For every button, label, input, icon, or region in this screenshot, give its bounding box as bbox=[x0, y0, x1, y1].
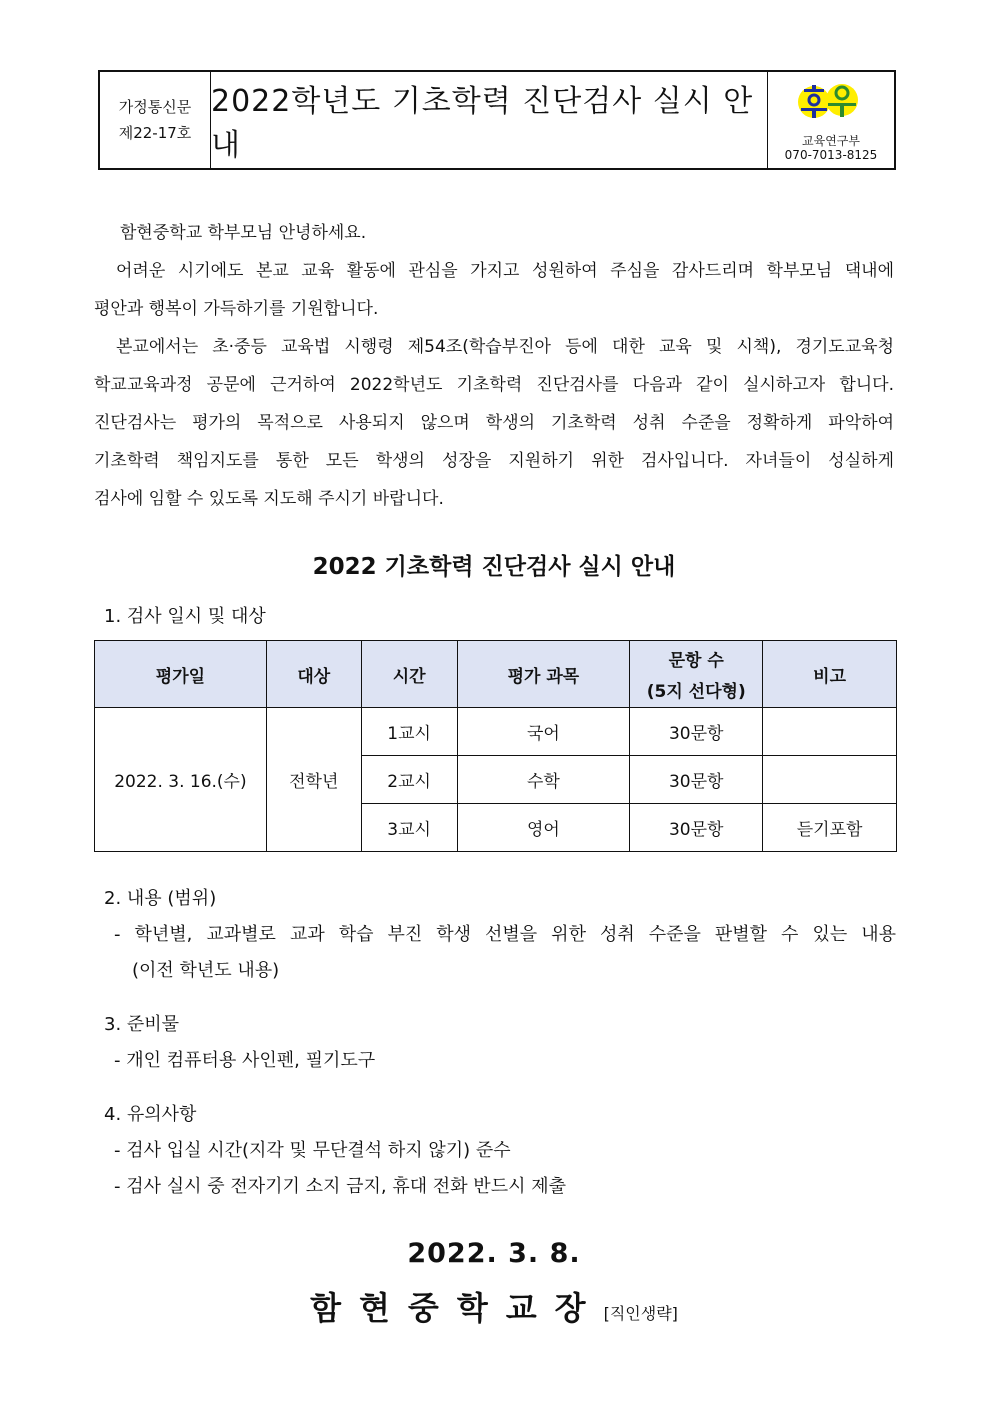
schedule-table bbox=[94, 640, 897, 852]
section-1-heading: 1. 검사 일시 및 대상 bbox=[104, 606, 266, 627]
section-4-bullet-2: - 검사 실시 중 전자기기 소지 금지, 휴대 전화 반드시 제출 bbox=[114, 1176, 566, 1197]
cell-count: 30문항 bbox=[630, 756, 763, 804]
section-4-bullet-1: - 검사 입실 시간(지각 및 무단결석 하지 않기) 준수 bbox=[114, 1140, 511, 1161]
paragraph-line: 평안과 행복이 가득하기를 기원합니다. bbox=[94, 299, 379, 319]
paragraph-line: 진단검사는 평가의 목적으로 사용되지 않으며 학생의 기초학력 성취 수준을 정확하게 파악하여 bbox=[94, 413, 894, 433]
cell-note bbox=[763, 756, 897, 804]
intro-text bbox=[94, 214, 894, 518]
cell-count: 30문항 bbox=[630, 708, 763, 756]
header-question-count bbox=[630, 641, 763, 708]
department-name: 교육연구부 bbox=[802, 134, 860, 148]
newsletter-number: 제22-17호 bbox=[118, 124, 192, 142]
header-target: 대상 bbox=[266, 641, 361, 708]
cell-time: 1교시 bbox=[361, 708, 457, 756]
cell-note: 듣기포함 bbox=[763, 804, 897, 852]
header-time: 시간 bbox=[361, 641, 457, 708]
header-count-line1: 문항 수 bbox=[668, 651, 724, 671]
greeting-line: 함현중학교 학부모님 안녕하세요. bbox=[120, 223, 367, 243]
principal-title: 함현중학교장 bbox=[310, 1289, 604, 1327]
header-date: 평가일 bbox=[95, 641, 267, 708]
school-logo-icon bbox=[796, 80, 862, 124]
newsletter-header bbox=[98, 70, 896, 170]
section-2-bullet: - 학년별, 교과별로 교과 학습 부진 학생 선별을 위한 성취 수준을 판별할 수 있는 내용 bbox=[114, 924, 896, 945]
header-subject: 평가 과목 bbox=[457, 641, 630, 708]
section-title: 2022 기초학력 진단검사 실시 안내 bbox=[312, 554, 676, 580]
seal-note: [직인생략] bbox=[603, 1304, 678, 1323]
header-count-line2: (5지 선다형) bbox=[646, 682, 746, 702]
document-title: 2022학년도 기초학력 진단검사 실시 안내 bbox=[211, 72, 768, 168]
department-phone: 070-7013-8125 bbox=[784, 148, 878, 162]
cell-count: 30문항 bbox=[630, 804, 763, 852]
newsletter-type bbox=[100, 72, 211, 168]
cell-subject: 영어 bbox=[457, 804, 630, 852]
section-4-heading: 4. 유의사항 bbox=[104, 1104, 197, 1125]
cell-target: 전학년 bbox=[266, 708, 361, 852]
cell-note bbox=[763, 708, 897, 756]
newsletter-type-label: 가정통신문 bbox=[118, 98, 192, 116]
section-2-heading: 2. 내용 (범위) bbox=[104, 888, 217, 909]
cell-time: 2교시 bbox=[361, 756, 457, 804]
paragraph-line: 학교교육과정 공문에 근거하여 2022학년도 기초학력 진단검사를 다음과 같이 실시하고자 합니다. bbox=[94, 375, 894, 395]
logo-alt-text: 함현중학교 로고 bbox=[829, 102, 837, 103]
table-row bbox=[95, 708, 897, 756]
paragraph-line: 어려운 시기에도 본교 교육 활동에 관심을 가지고 성원하여 주심을 감사드리며 학부모님 댁내에 bbox=[116, 261, 894, 281]
cell-subject: 국어 bbox=[457, 708, 630, 756]
principal-signature bbox=[94, 1283, 894, 1329]
issue-date: 2022. 3. 8. bbox=[407, 1238, 581, 1269]
paragraph-line: 검사에 임할 수 있도록 지도해 주시기 바랍니다. bbox=[94, 489, 444, 509]
cell-date: 2022. 3. 16.(수) bbox=[95, 708, 267, 852]
header-note: 비고 bbox=[763, 641, 897, 708]
cell-time: 3교시 bbox=[361, 804, 457, 852]
section-3-heading: 3. 준비물 bbox=[104, 1014, 180, 1035]
table-header-row bbox=[95, 641, 897, 708]
department-info bbox=[768, 72, 894, 168]
section-2-bullet-cont: (이전 학년도 내용) bbox=[132, 960, 280, 981]
paragraph-line: 본교에서는 초·중등 교육법 시행령 제54조(학습부진아 등에 대한 교육 및 시책), 경기도교육청 bbox=[116, 337, 894, 357]
paragraph-line: 기초학력 책임지도를 통한 모든 학생의 성장을 지원하기 위한 검사입니다. 자녀들이 성실하게 bbox=[94, 451, 894, 471]
section-3-bullet: - 개인 컴퓨터용 사인펜, 필기도구 bbox=[114, 1050, 376, 1071]
cell-subject: 수학 bbox=[457, 756, 630, 804]
